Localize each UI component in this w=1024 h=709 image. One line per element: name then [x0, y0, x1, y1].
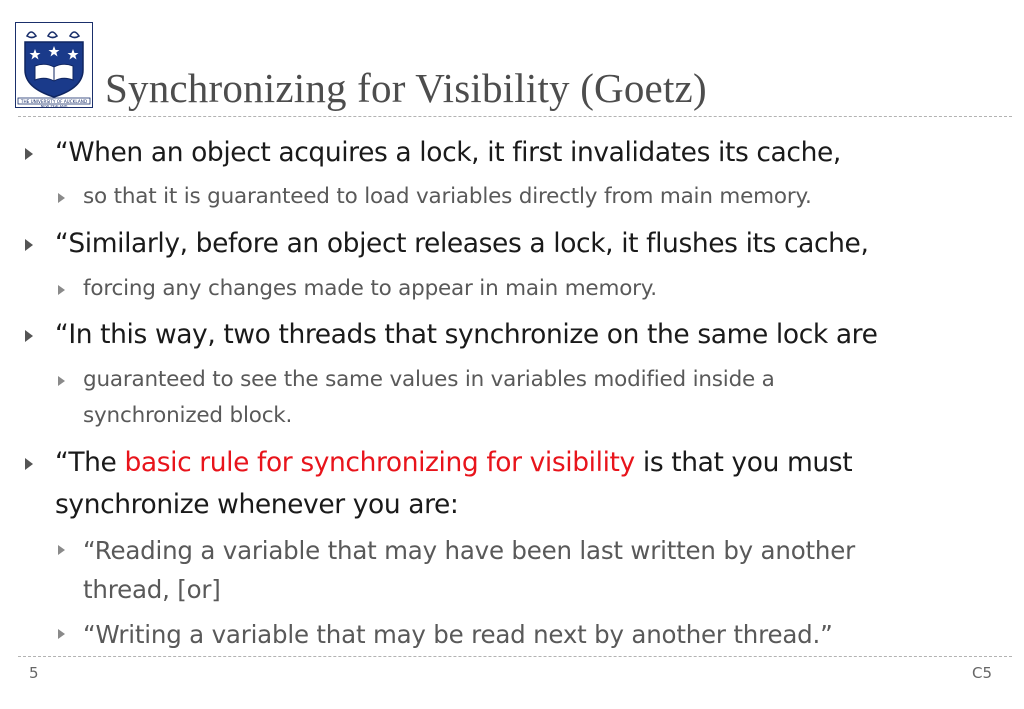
- sub-bullet-arrow-icon: [58, 193, 65, 203]
- sub-bullet-4-2-text: “Writing a variable that may be read next by another thread.”: [83, 620, 833, 649]
- bullet-4-text-line2: synchronize whenever you are:: [55, 489, 459, 520]
- bullet-1-text: “When an object acquires a lock, it first invalidates its cache,: [55, 137, 841, 168]
- sub-bullet-3-1-cont: [83, 403, 292, 428]
- bullet-4-text-before: “The: [55, 447, 125, 478]
- sub-bullet-4-1-text-line2: thread, [or]: [83, 575, 221, 604]
- footer-divider: [18, 656, 1012, 657]
- sub-bullet-arrow-icon: [58, 629, 65, 639]
- bullet-4: [55, 447, 852, 478]
- logo-sub-text: NEW ZEALAND: [40, 104, 68, 108]
- bullet-arrow-icon: [25, 239, 33, 251]
- bullet-2-text: “Similarly, before an object releases a lock, it flushes its cache,: [55, 228, 869, 259]
- sub-bullet-arrow-icon: [58, 285, 65, 295]
- bullet-arrow-icon: [25, 458, 33, 470]
- sub-bullet-2-1: [83, 276, 657, 301]
- bullet-3-text: “In this way, two threads that synchronize on the same lock are: [55, 319, 878, 350]
- footer-label: C5: [971, 664, 992, 682]
- sub-bullet-3-1: [83, 367, 775, 392]
- sub-bullet-4-1-text: “Reading a variable that may have been last written by another: [83, 536, 855, 565]
- bullet-4-text-after: is that you must: [634, 447, 853, 478]
- bullet-arrow-icon: [25, 330, 33, 342]
- sub-bullet-1-1: [83, 184, 812, 209]
- bullet-2: [55, 228, 868, 259]
- bullet-1: [55, 137, 841, 168]
- sub-bullet-2-1-text: forcing any changes made to appear in main memory.: [83, 276, 657, 301]
- bullet-3: [55, 319, 878, 350]
- sub-bullet-3-1-text-line2: synchronized block.: [83, 403, 293, 428]
- page-number: 5: [29, 664, 39, 682]
- sub-bullet-3-1-text: guaranteed to see the same values in variables modified inside a: [83, 367, 775, 392]
- sub-bullet-arrow-icon: [58, 376, 65, 386]
- sub-bullet-1-1-text: so that it is guaranteed to load variables directly from main memory.: [83, 184, 812, 209]
- bullet-arrow-icon: [25, 148, 33, 160]
- logo-banner-text: THE UNIVERSITY OF AUCKLAND: [20, 98, 88, 104]
- slide-title: Synchronizing for Visibility (Goetz): [105, 65, 707, 111]
- sub-bullet-4-2: [83, 620, 833, 649]
- sub-bullet-arrow-icon: [58, 545, 65, 555]
- sub-bullet-4-1: [83, 536, 855, 565]
- bullet-4-cont: [55, 489, 458, 520]
- bullet-4-highlight: basic rule for synchronizing for visibility: [124, 447, 635, 478]
- sub-bullet-4-1-cont: [83, 575, 221, 604]
